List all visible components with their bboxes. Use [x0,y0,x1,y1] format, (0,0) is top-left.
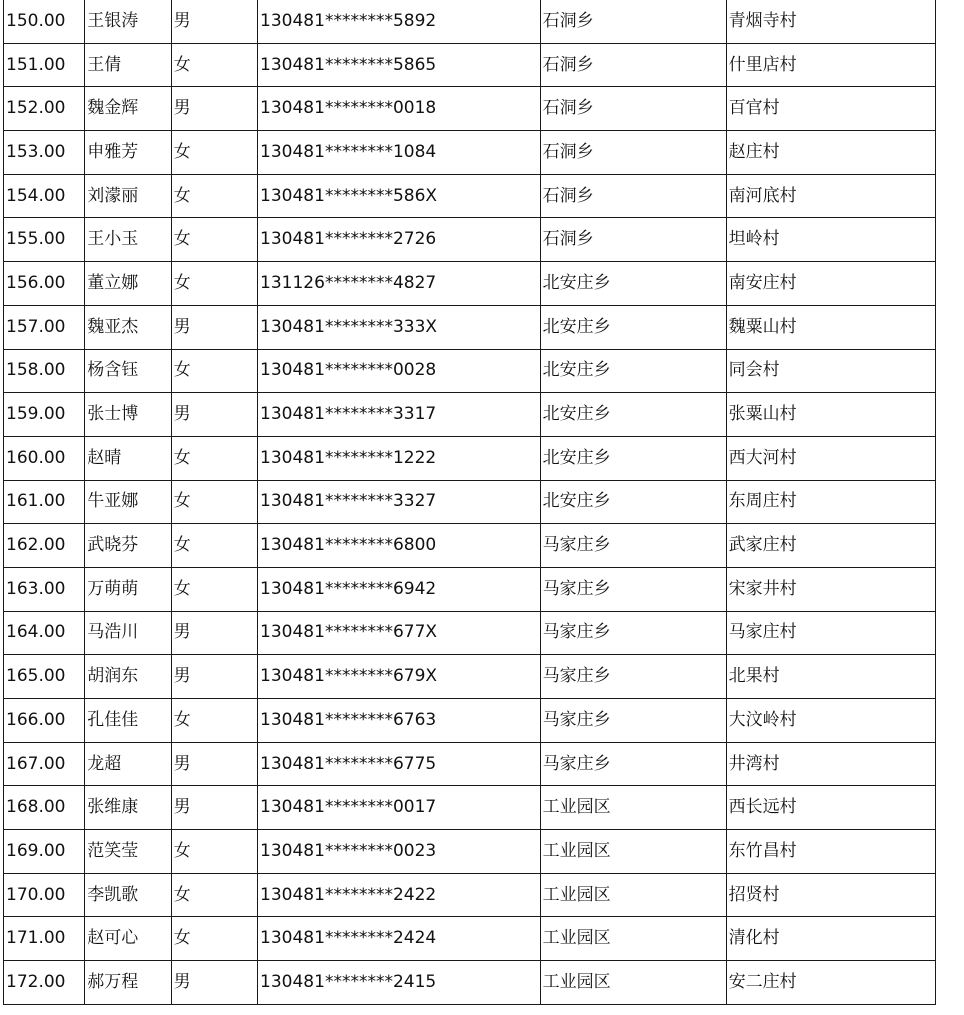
village-cell: 武家庄村 [726,524,935,568]
table-row [4,742,936,786]
name-cell: 李凯歌 [85,873,171,917]
township-cell: 石洞乡 [540,174,726,218]
id-number-cell: 130481********6775 [258,742,541,786]
gender-cell: 女 [171,174,257,218]
id-number-cell: 130481********2424 [258,917,541,961]
row-number-cell: 165.00 [4,655,85,699]
township-cell: 马家庄乡 [540,742,726,786]
row-number-cell: 170.00 [4,873,85,917]
gender-cell: 男 [171,87,257,131]
name-cell: 马浩川 [85,611,171,655]
gender-cell: 男 [171,786,257,830]
gender-cell: 女 [171,436,257,480]
row-number-cell: 152.00 [4,87,85,131]
village-cell: 招贤村 [726,873,935,917]
name-cell: 董立娜 [85,262,171,306]
row-number-cell: 159.00 [4,393,85,437]
name-cell: 刘濛丽 [85,174,171,218]
id-number-cell: 131126********4827 [258,262,541,306]
township-cell: 北安庄乡 [540,305,726,349]
row-number-cell: 160.00 [4,436,85,480]
id-number-cell: 130481********679X [258,655,541,699]
row-number-cell: 161.00 [4,480,85,524]
id-number-cell: 130481********0018 [258,87,541,131]
village-cell: 魏粟山村 [726,305,935,349]
gender-cell: 女 [171,873,257,917]
table-row [4,524,936,568]
row-number-cell: 155.00 [4,218,85,262]
township-cell: 马家庄乡 [540,567,726,611]
gender-cell: 女 [171,830,257,874]
roster-table [3,0,936,1005]
id-number-cell: 130481********2415 [258,961,541,1005]
township-cell: 马家庄乡 [540,611,726,655]
township-cell: 马家庄乡 [540,699,726,743]
table-body [4,0,936,1004]
township-cell: 工业园区 [540,917,726,961]
table-row [4,917,936,961]
gender-cell: 男 [171,742,257,786]
name-cell: 武晓芬 [85,524,171,568]
id-number-cell: 130481********586X [258,174,541,218]
name-cell: 申雅芳 [85,131,171,175]
township-cell: 工业园区 [540,961,726,1005]
village-cell: 安二庄村 [726,961,935,1005]
gender-cell: 女 [171,917,257,961]
row-number-cell: 171.00 [4,917,85,961]
row-number-cell: 168.00 [4,786,85,830]
gender-cell: 女 [171,524,257,568]
township-cell: 石洞乡 [540,131,726,175]
name-cell: 万萌萌 [85,567,171,611]
row-number-cell: 172.00 [4,961,85,1005]
id-number-cell: 130481********6800 [258,524,541,568]
gender-cell: 男 [171,655,257,699]
table-row [4,0,936,43]
row-number-cell: 158.00 [4,349,85,393]
gender-cell: 女 [171,349,257,393]
village-cell: 西长远村 [726,786,935,830]
township-cell: 北安庄乡 [540,436,726,480]
table-row [4,436,936,480]
row-number-cell: 167.00 [4,742,85,786]
table-row [4,349,936,393]
village-cell: 西大河村 [726,436,935,480]
name-cell: 范笑莹 [85,830,171,874]
township-cell: 马家庄乡 [540,655,726,699]
township-cell: 石洞乡 [540,87,726,131]
id-number-cell: 130481********333X [258,305,541,349]
township-cell: 工业园区 [540,830,726,874]
table-row [4,262,936,306]
id-number-cell: 130481********0017 [258,786,541,830]
id-number-cell: 130481********0028 [258,349,541,393]
table-row [4,873,936,917]
row-number-cell: 151.00 [4,43,85,87]
id-number-cell: 130481********3327 [258,480,541,524]
gender-cell: 女 [171,43,257,87]
gender-cell: 男 [171,0,257,43]
name-cell: 龙超 [85,742,171,786]
name-cell: 赵晴 [85,436,171,480]
id-number-cell: 130481********0023 [258,830,541,874]
name-cell: 杨含钰 [85,349,171,393]
id-number-cell: 130481********5892 [258,0,541,43]
village-cell: 马家庄村 [726,611,935,655]
name-cell: 孔佳佳 [85,699,171,743]
row-number-cell: 153.00 [4,131,85,175]
township-cell: 北安庄乡 [540,349,726,393]
township-cell: 工业园区 [540,786,726,830]
village-cell: 同会村 [726,349,935,393]
table-row [4,961,936,1005]
row-number-cell: 154.00 [4,174,85,218]
id-number-cell: 130481********2726 [258,218,541,262]
row-number-cell: 163.00 [4,567,85,611]
row-number-cell: 162.00 [4,524,85,568]
gender-cell: 男 [171,611,257,655]
township-cell: 石洞乡 [540,0,726,43]
table-row [4,699,936,743]
name-cell: 郝万程 [85,961,171,1005]
village-cell: 南安庄村 [726,262,935,306]
township-cell: 北安庄乡 [540,262,726,306]
name-cell: 牛亚娜 [85,480,171,524]
id-number-cell: 130481********6942 [258,567,541,611]
township-cell: 石洞乡 [540,218,726,262]
village-cell: 坦岭村 [726,218,935,262]
village-cell: 张粟山村 [726,393,935,437]
village-cell: 宋家井村 [726,567,935,611]
id-number-cell: 130481********2422 [258,873,541,917]
village-cell: 百官村 [726,87,935,131]
name-cell: 王倩 [85,43,171,87]
table-row [4,393,936,437]
village-cell: 大汶岭村 [726,699,935,743]
name-cell: 张维康 [85,786,171,830]
gender-cell: 男 [171,393,257,437]
gender-cell: 女 [171,699,257,743]
village-cell: 什里店村 [726,43,935,87]
row-number-cell: 156.00 [4,262,85,306]
id-number-cell: 130481********5865 [258,43,541,87]
village-cell: 北果村 [726,655,935,699]
table-row [4,305,936,349]
gender-cell: 女 [171,262,257,306]
gender-cell: 女 [171,480,257,524]
gender-cell: 女 [171,567,257,611]
village-cell: 南河底村 [726,174,935,218]
name-cell: 胡润东 [85,655,171,699]
name-cell: 赵可心 [85,917,171,961]
gender-cell: 男 [171,961,257,1005]
table-row [4,611,936,655]
table-row [4,218,936,262]
township-cell: 石洞乡 [540,43,726,87]
id-number-cell: 130481********677X [258,611,541,655]
row-number-cell: 150.00 [4,0,85,43]
name-cell: 张士博 [85,393,171,437]
village-cell: 赵庄村 [726,131,935,175]
township-cell: 北安庄乡 [540,480,726,524]
table-row [4,131,936,175]
table-row [4,830,936,874]
village-cell: 清化村 [726,917,935,961]
table-row [4,43,936,87]
name-cell: 王小玉 [85,218,171,262]
id-number-cell: 130481********1222 [258,436,541,480]
gender-cell: 女 [171,218,257,262]
table-row [4,87,936,131]
id-number-cell: 130481********1084 [258,131,541,175]
township-cell: 北安庄乡 [540,393,726,437]
table-row [4,567,936,611]
gender-cell: 男 [171,305,257,349]
id-number-cell: 130481********6763 [258,699,541,743]
gender-cell: 女 [171,131,257,175]
name-cell: 魏亚杰 [85,305,171,349]
table-row [4,174,936,218]
table-row [4,655,936,699]
row-number-cell: 166.00 [4,699,85,743]
village-cell: 东周庄村 [726,480,935,524]
township-cell: 工业园区 [540,873,726,917]
name-cell: 魏金辉 [85,87,171,131]
township-cell: 马家庄乡 [540,524,726,568]
village-cell: 东竹昌村 [726,830,935,874]
row-number-cell: 169.00 [4,830,85,874]
row-number-cell: 157.00 [4,305,85,349]
row-number-cell: 164.00 [4,611,85,655]
name-cell: 王银涛 [85,0,171,43]
id-number-cell: 130481********3317 [258,393,541,437]
village-cell: 井湾村 [726,742,935,786]
village-cell: 青烟寺村 [726,0,935,43]
table-row [4,480,936,524]
table-row [4,786,936,830]
